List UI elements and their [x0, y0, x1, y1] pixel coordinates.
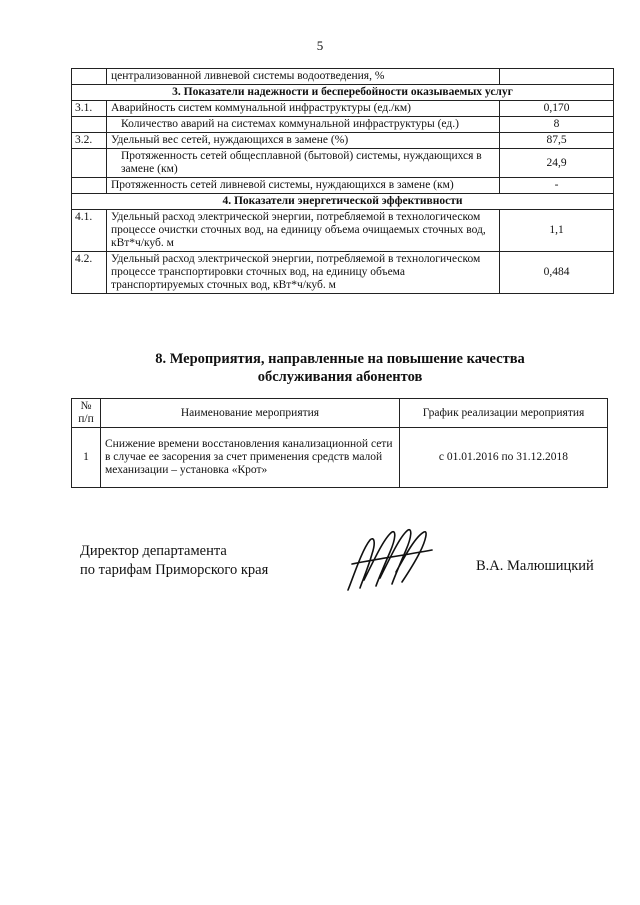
indicator-label: Удельный вес сетей, нуждающихся в замене (%)	[107, 133, 500, 149]
indicator-label: Удельный расход электрической энергии, потребляемой в технологическом процессе транспортировки сточных вод, на единицу объема транспортируемых сточных вод, кВт*ч/куб. м	[107, 252, 500, 294]
indicator-label: Количество аварий на системах коммунальной инфраструктуры (ед.)	[107, 117, 500, 133]
indicator-value: 8	[500, 117, 614, 133]
header-schedule: График реализации мероприятия	[400, 399, 608, 428]
indicator-label: централизованной ливневой системы водоотведения, %	[107, 69, 500, 85]
indicator-number	[72, 117, 107, 133]
indicator-number	[72, 149, 107, 178]
header-num: № п/п	[72, 399, 101, 428]
indicator-row	[72, 69, 614, 85]
indicator-value: 24,9	[500, 149, 614, 178]
indicator-row	[72, 252, 614, 294]
indicator-row	[72, 101, 614, 117]
section-8-heading	[0, 350, 640, 386]
measure-schedule: с 01.01.2016 по 31.12.2018	[400, 428, 608, 488]
handwritten-signature	[340, 520, 440, 600]
indicator-value: 87,5	[500, 133, 614, 149]
indicator-row	[72, 149, 614, 178]
indicator-number: 3.1.	[72, 101, 107, 117]
section-header-row	[72, 85, 614, 101]
measures-row	[72, 428, 608, 488]
section-title: 4. Показатели энергетической эффективности	[72, 194, 614, 210]
section-8-title-line2: обслуживания абонентов	[257, 369, 423, 385]
position-line1: Директор департамента	[80, 543, 227, 559]
section-8-title-line1: 8. Мероприятия, направленные на повышение качества	[155, 351, 525, 367]
indicator-number	[72, 178, 107, 194]
indicator-row	[72, 210, 614, 252]
indicator-value	[500, 69, 614, 85]
indicator-row	[72, 133, 614, 149]
indicator-label: Протяженность сетей общесплавной (бытовой) системы, нуждающихся в замене (км)	[107, 149, 500, 178]
measure-name: Снижение времени восстановления канализационной сети в случае ее засорения за счет применения средств малой механизации – установка «Крот»	[101, 428, 400, 488]
indicator-label: Удельный расход электрической энергии, потребляемой в технологическом процессе очистки сточных вод, на единицу объема очищаемых сточных вод, кВт*ч/куб. м	[107, 210, 500, 252]
signatory-name: В.А. Малюшицкий	[476, 558, 594, 574]
measures-table	[71, 398, 608, 488]
header-name: Наименование мероприятия	[101, 399, 400, 428]
indicator-value: 0,170	[500, 101, 614, 117]
indicator-label: Протяженность сетей ливневой системы, нуждающихся в замене (км)	[107, 178, 500, 194]
signatory-position	[80, 542, 268, 580]
indicator-number: 4.1.	[72, 210, 107, 252]
indicator-label: Аварийность систем коммунальной инфраструктуры (ед./км)	[107, 101, 500, 117]
indicator-number: 3.2.	[72, 133, 107, 149]
position-line2: по тарифам Приморского края	[80, 562, 269, 578]
indicator-number: 4.2.	[72, 252, 107, 294]
measures-table-header	[72, 399, 608, 428]
indicator-row	[72, 178, 614, 194]
indicator-number	[72, 69, 107, 85]
measure-num: 1	[72, 428, 101, 488]
indicators-table	[71, 68, 614, 294]
indicator-value: 1,1	[500, 210, 614, 252]
page-number: 5	[316, 38, 324, 53]
indicator-row	[72, 117, 614, 133]
section-header-row	[72, 194, 614, 210]
indicator-value: 0,484	[500, 252, 614, 294]
indicator-value: -	[500, 178, 614, 194]
section-title: 3. Показатели надежности и бесперебойности оказываемых услуг	[72, 85, 614, 101]
